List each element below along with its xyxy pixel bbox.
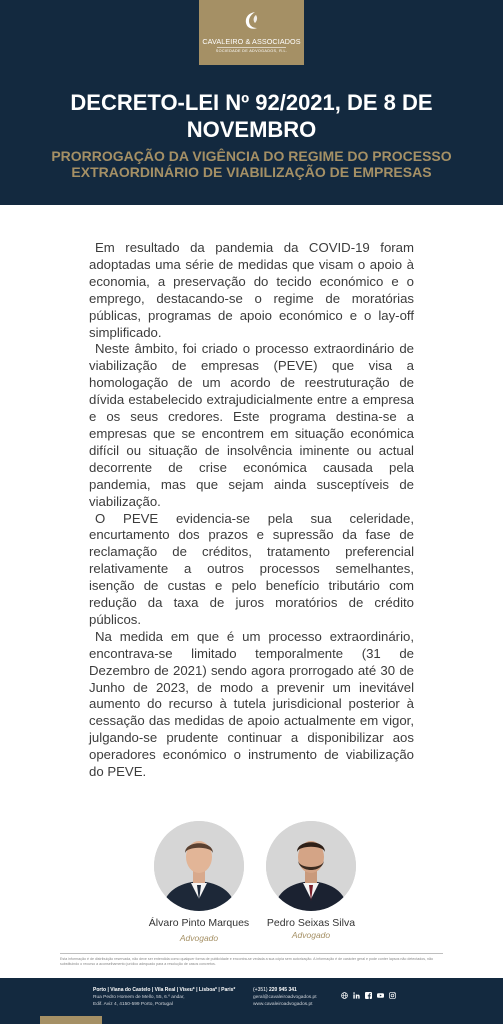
youtube-icon[interactable] [377, 992, 384, 999]
logo-firm-subtitle: SOCIEDADE DE ADVOGADOS, R.L. [215, 49, 288, 53]
paragraph-1: Em resultado da pandemia da COVID-19 foram adoptadas uma série de medidas que visam o apoio à economia, a preservação do tecido económico e o emprego, destacando-se o regime de moratórias públicas, programas de apoio económico e o lay-off simplificado. [89, 240, 414, 340]
avatar-alvaro [154, 821, 244, 911]
paragraph-4: Na medida em que é um processo extraordinário, encontrava-se limitado temporalmente (31 de Dezembro de 2021) sendo agora prorrogado até 30 de Junho de 2023, de modo a prevenir um inevitável aumento do recurso à tutela jurisdicional posterior à cessação das medidas de apoio actualmente em vigor, julgando-se prudente continuar a disponibilizar aos operadores económico o instrumento de viabilização do PEVE. [89, 628, 414, 780]
facebook-icon[interactable] [365, 992, 372, 999]
person-name-2: Pedro Seixas Silva [266, 917, 356, 929]
person-role-1: Advogado [179, 933, 219, 943]
paragraph-3: O PEVE evidencia-se pela sua celeridade, encurtamento dos prazos e supressão da fase de reclamação de créditos, tratamento preferencial relativamente a outros processos semelhantes, isenção de custas e pelo benefício tributário com redução da taxa de juros moratórios de crédito públicos. [89, 510, 414, 627]
paragraph-2: Neste âmbito, foi criado o processo extraordinário de viabilização de empresas (PEVE) que visa a homologação de um acordo de reestruturação de dívida estabelecido extrajudicialmente entre a empresa e os seus credores. Este programa destina-se a empresas que se encontrem em situação económica difícil ou situação de insolvência iminente ou actual decorrente de crise económica causada pela pandemia, mas que sejam ainda susceptíveis de viabilização. [89, 341, 414, 509]
logo-firm-name: CAVALEIRO & ASSOCIADOS [202, 37, 301, 46]
footer-website-link[interactable]: www.cavaleiroadvogados.pt [253, 1002, 313, 1007]
firm-logo[interactable] [199, 0, 304, 65]
article-body [89, 240, 414, 781]
logo-divider [217, 47, 286, 48]
footer-phone[interactable] [253, 987, 297, 993]
logo-mark-icon [243, 10, 261, 32]
header-banner [0, 0, 503, 205]
avatar-pedro [266, 821, 356, 911]
footer-address-line-2: Edif. Aviz 4, 4150-599 Porto, Portugal [93, 1002, 173, 1007]
footer-address-line-1: Rua Pedro Homem de Mello, 55, 6.º andar, [93, 995, 185, 1000]
footer-cities: Porto | Viana do Castelo | Vila Real | Viseu* | Lisboa* | Paris* [93, 987, 236, 993]
disclaimer-divider [60, 953, 443, 954]
instagram-icon[interactable] [389, 992, 396, 999]
page-title: DECRETO-LEI Nº 92/2021, DE 8 DE NOVEMBRO [70, 90, 433, 142]
page-subtitle: PRORROGAÇÃO DA VIGÊNCIA DO REGIME DO PROCESSO EXTRAORDINÁRIO DE VIABILIZAÇÃO DE EMPRESAS [51, 148, 452, 180]
linkedin-icon[interactable] [353, 992, 360, 999]
person-role-2: Advogado [291, 930, 331, 940]
globe-icon[interactable] [341, 992, 348, 999]
footer-email-link[interactable]: geral@cavaleiroadvogados.pt [253, 995, 317, 1000]
person-name-1: Álvaro Pinto Marques [148, 917, 250, 929]
footer-phone-prefix: (+351) [253, 987, 268, 993]
disclaimer-text: Esta informação é de distribuição reservada, não deve ser entendida como qualquer forma de publicidade e encontra-se vedada a sua cópia sem autorização. A informação é de carácter geral e pode conter lapsos não detectados, não substituindo o recurso a aconselhamento jurídico adequado para a resolução de casos concretos. [60, 957, 433, 966]
footer-accent-bar [40, 1016, 102, 1024]
footer-phone-number: 220 945 341 [268, 987, 297, 993]
